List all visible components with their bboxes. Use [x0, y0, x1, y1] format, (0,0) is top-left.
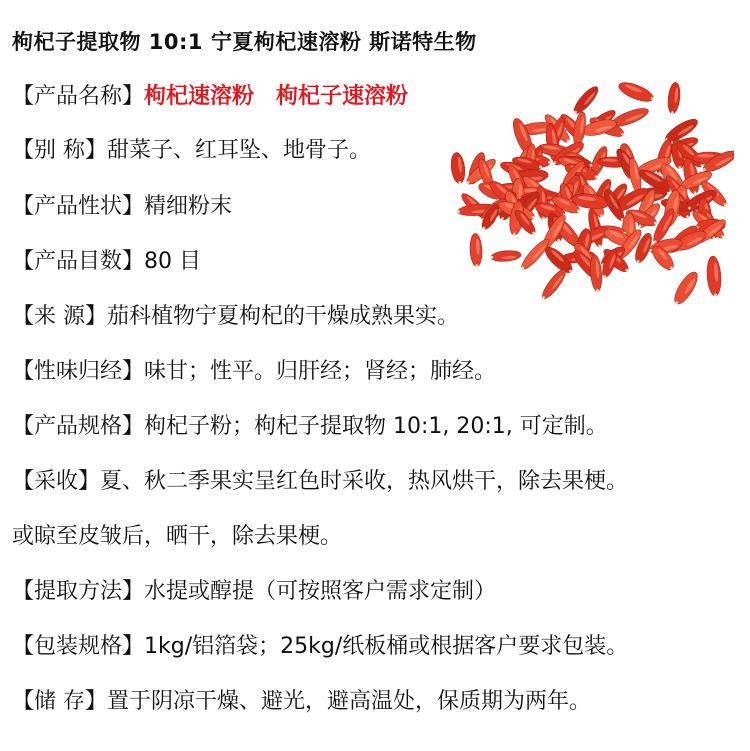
product-name-1: 枸杞速溶粉 [144, 84, 255, 109]
info-row-storage [12, 687, 591, 717]
row-value: 置于阴凉干燥、避光，避高温处，保质期为两年。 [107, 689, 592, 714]
info-row-spec [12, 412, 608, 442]
row-value: 水提或醇提（可按照客户需求定制） [144, 579, 497, 604]
row-label: 【采收】 [12, 469, 101, 494]
row-label: 【产品目数】 [12, 249, 145, 274]
row-label: 【产品名称】 [12, 84, 145, 109]
row-label: 【包装规格】 [12, 634, 145, 659]
row-value: 1kg/铝箔袋；25kg/纸板桶或根据客户要求包装。 [144, 634, 629, 659]
row-value: 茄科植物宁夏枸杞的干燥成熟果实。 [107, 304, 460, 329]
row-value: 80 目 [144, 249, 202, 274]
info-row-extraction [12, 577, 496, 607]
info-row-source [12, 302, 459, 332]
info-row-product-name [12, 82, 408, 112]
goji-berries-image [436, 78, 734, 310]
info-row-harvest [12, 467, 628, 497]
row-value: 枸杞子粉；枸杞子提取物 10:1, 20:1, 可定制。 [144, 414, 608, 439]
info-row-packaging [12, 632, 628, 662]
row-label: 【产品规格】 [12, 414, 145, 439]
row-label: 【产品性状】 [12, 194, 145, 219]
row-label: 【储 存】 [12, 689, 107, 714]
row-label: 【性味归经】 [12, 359, 145, 384]
info-row-nature [12, 357, 496, 387]
info-row-appearance [12, 192, 232, 222]
page-title: 枸杞子提取物 10:1 宁夏枸杞速溶粉 斯诺特生物 [12, 30, 477, 54]
row-label: 【提取方法】 [12, 579, 145, 604]
row-value: 甜菜子、红耳坠、地骨子。 [107, 138, 372, 163]
row-value: 味甘；性平。归肝经；肾经；肺经。 [144, 359, 497, 384]
info-row-mesh [12, 247, 201, 277]
info-row-alias [12, 136, 371, 166]
row-value: 或晾至皮皱后，晒干，除去果梗。 [12, 524, 343, 549]
row-value: 夏、秋二季果实呈红色时采收，热风烘干，除去果梗。 [100, 469, 629, 494]
row-value: 精细粉末 [144, 194, 233, 219]
info-row-harvest-cont [12, 522, 342, 552]
row-label: 【别 称】 [12, 138, 107, 163]
product-name-2: 枸杞子速溶粉 [276, 84, 409, 109]
row-label: 【来 源】 [12, 304, 107, 329]
